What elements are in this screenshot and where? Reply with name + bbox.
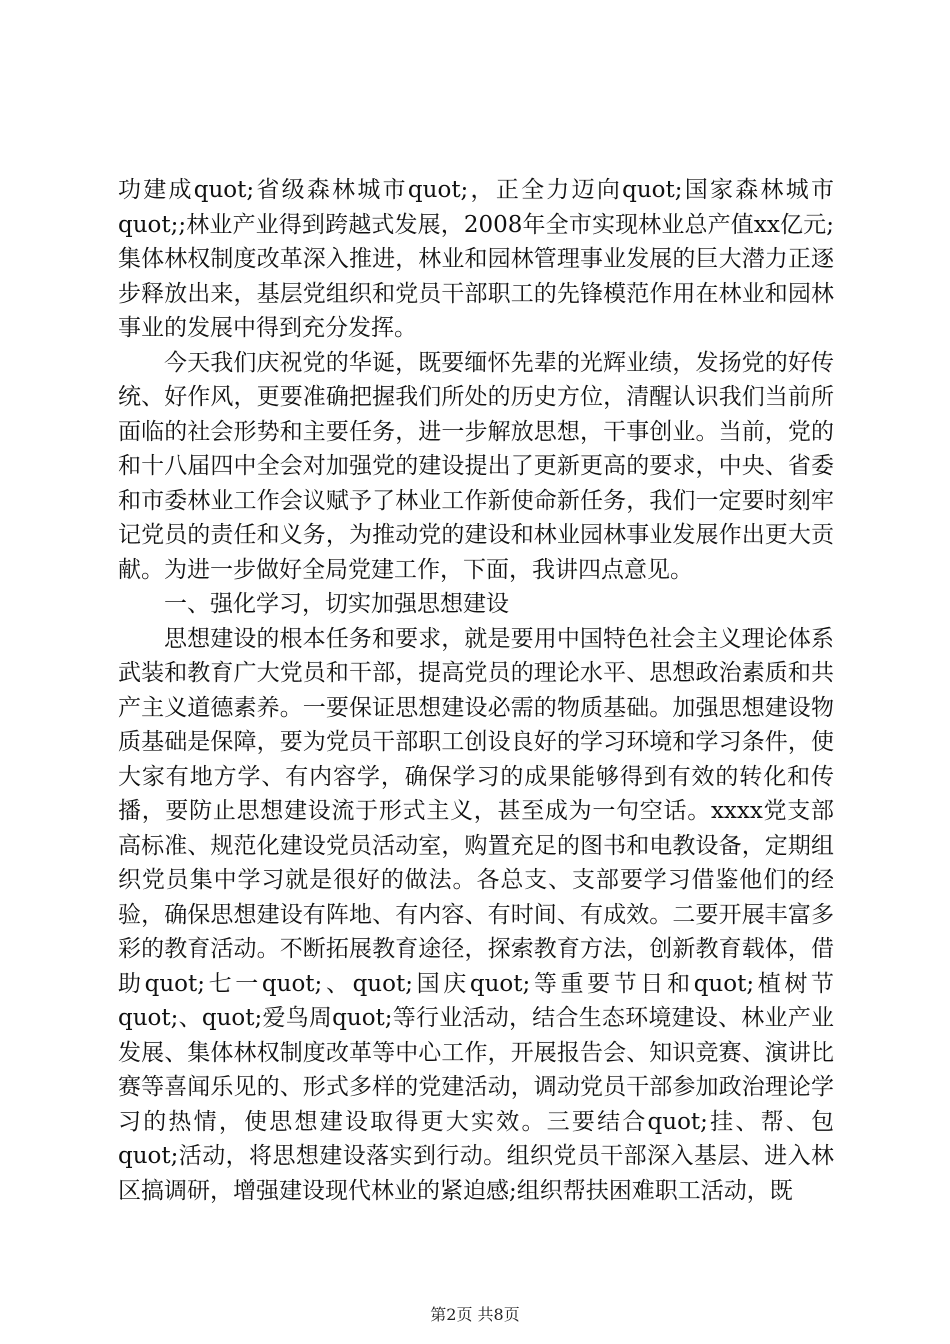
paragraph-3: 思想建设的根本任务和要求，就是要用中国特色社会主义理论体系武装和教育广大党员和干部，提高党员的理论水平、思想政治素质和共产主义道德素养。一要保证思想建设必需的物质基础。加强思想建设物质基础是保障，要为党员干部职工创设良好的学习环境和学习条件，使大家有地方学、有内容学，确保学习的成果能够得到有效的转化和传播，要防止思想建设流于形式主义，甚至成为一句空话。xxxx党支部高标准、规范化建设党员活动室，购置充足的图书和电教设备，定期组织党员集中学习就是很好的做法。各总支、支部要学习借鉴他们的经验，确保思想建设有阵地、有内容、有时间、有成效。二要开展丰富多彩的教育活动。不断拓展教育途径，探索教育方法，创新教育载体，借助quot;七一quot;、quot;国庆quot;等重要节日和quot;植树节quot;、quot;爱鸟周quot;等行业活动，结合生态环境建设、林业产业发展、集体林权制度改革等中心工作，开展报告会、知识竞赛、演讲比赛等喜闻乐见的、形式多样的党建活动，调动党员干部参加政治理论学习的热情，使思想建设取得更大实效。三要结合quot;挂、帮、包quot;活动，将思想建设落实到行动。组织党员干部深入基层、进入林区搞调研，增强建设现代林业的紧迫感;组织帮扶困难职工活动，既: [118, 625, 834, 1204]
page-number-footer: 第2页 共8页: [430, 1305, 520, 1324]
paragraph-1: 功建成quot;省级森林城市quot;，正全力迈向quot;国家森林城市quot;;林业产业得到跨越式发展，2008年全市实现林业总产值xx亿元;集体林权制度改革深入推进，林业和园林管理事业发展的巨大潜力正逐步释放出来，基层党组织和党员干部职工的先锋模范作用在林业和园林事业的发展中得到充分发挥。: [118, 177, 834, 341]
document-body: [118, 173, 834, 1208]
paragraph-2: 今天我们庆祝党的华诞，既要缅怀先辈的光辉业绩，发扬党的好传统、好作风，更要准确把握我们所处的历史方位，清醒认识我们当前所面临的社会形势和主要任务，进一步解放思想，干事创业。当前，党的和十八届四中全会对加强党的建设提出了更新更高的要求，中央、省委和市委林业工作会议赋予了林业工作新使命新任务，我们一定要时刻牢记党员的责任和义务，为推动党的建设和林业园林事业发展作出更大贡献。为进一步做好全局党建工作，下面，我讲四点意见。: [118, 349, 834, 583]
section-heading-1: 一、强化学习，切实加强思想建设: [164, 591, 509, 617]
